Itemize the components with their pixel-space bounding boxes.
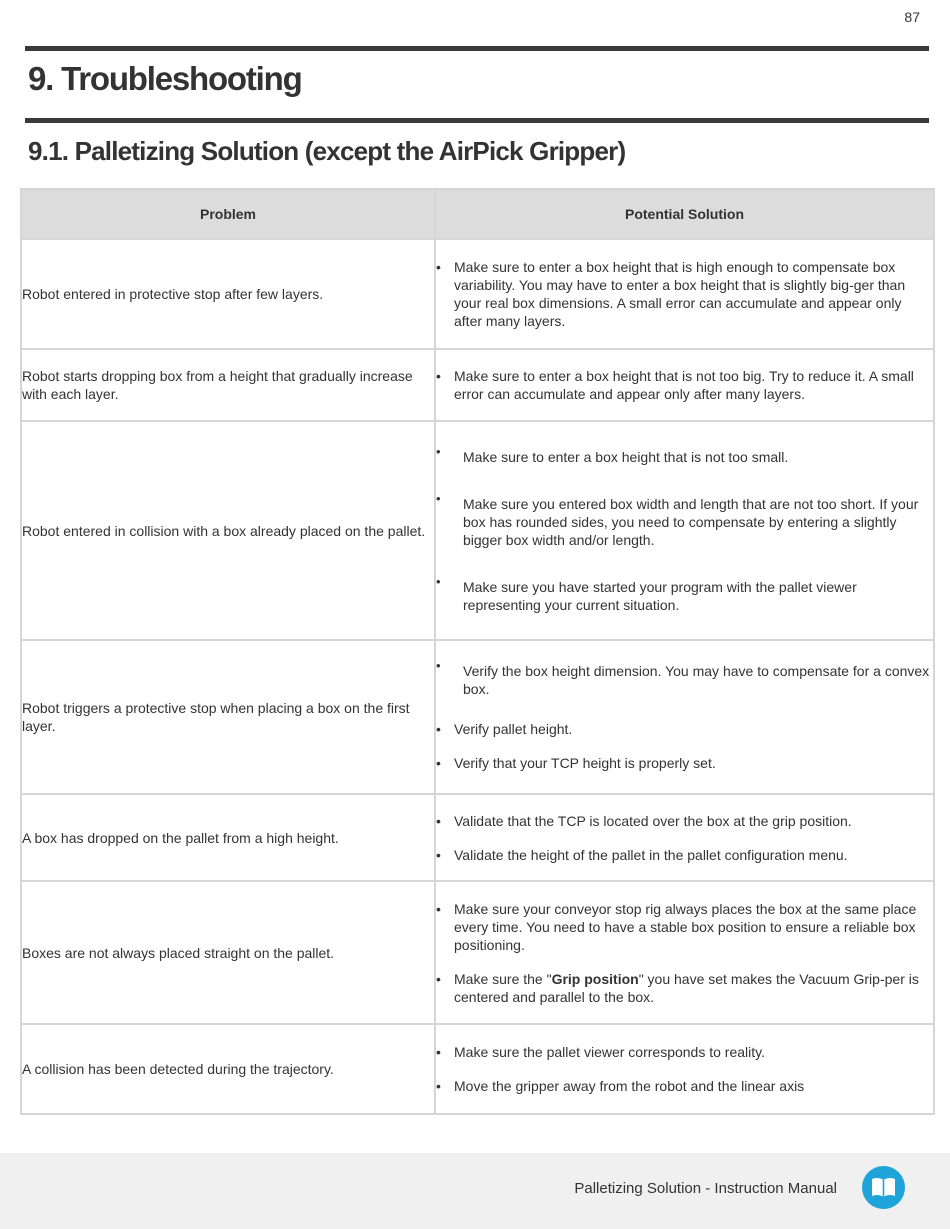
footer-manual-title: Palletizing Solution - Instruction Manual (574, 1180, 837, 1197)
solution-cell (435, 881, 934, 1024)
solution-item: • Move the gripper away from the robot and the linear axis (436, 1077, 933, 1095)
table-row (21, 349, 934, 421)
top-rule (25, 46, 929, 51)
solution-item: • Make sure you entered box width and length that are not too short. If your box has rounded sides, you need to compensate by entering a slightly bigger box width and/or length. (436, 495, 933, 549)
solution-cell (435, 349, 934, 421)
solution-list (436, 900, 933, 1006)
table-row (21, 881, 934, 1024)
problem-cell: Robot entered in protective stop after few layers. (21, 239, 435, 349)
troubleshooting-table (20, 188, 935, 1115)
solution-list (436, 1043, 933, 1095)
table-row (21, 640, 934, 794)
solution-list (436, 812, 933, 864)
solution-text-suffix: " you have set makes the Vacuum Grip-per is centered and parallel to the box. (454, 970, 919, 1005)
solution-list (436, 367, 933, 403)
problem-cell: A collision has been detected during the trajectory. (21, 1024, 435, 1114)
solution-cell (435, 640, 934, 794)
problem-cell: Robot starts dropping box from a height that gradually increase with each layer. (21, 349, 435, 421)
book-icon (862, 1166, 905, 1209)
solution-list (436, 258, 933, 330)
table-row (21, 794, 934, 881)
header-problem: Problem (21, 189, 435, 239)
solution-list (436, 720, 933, 772)
book-icon-glyph (871, 1177, 896, 1198)
problem-cell: Robot entered in collision with a box already placed on the pallet. (21, 421, 435, 640)
chapter-title: 9. Troubleshooting (28, 60, 302, 97)
solution-item: • Make sure to enter a box height that is not too small. (436, 448, 933, 466)
solution-item: • Verify pallet height. (436, 720, 933, 738)
problem-cell: A box has dropped on the pallet from a high height. (21, 794, 435, 881)
solution-item-grip-position (436, 970, 933, 1006)
solution-item: • Make sure to enter a box height that is not too big. Try to reduce it. A small error can accumulate and appear only after many layers. (436, 367, 933, 403)
table-row (21, 1024, 934, 1114)
header-potential-solution: Potential Solution (435, 189, 934, 239)
solution-item: • Make sure your conveyor stop rig always places the box at the same place every time. You need to have a stable box position to ensure a reliable box positioning. (436, 900, 933, 954)
solution-item: • Validate the height of the pallet in the pallet configuration menu. (436, 846, 933, 864)
solution-cell (435, 1024, 934, 1114)
solution-item: • Make sure to enter a box height that is high enough to compensate box variability. You may have to enter a box height that is slightly big-ger than your real box dimensions. A small error can accumulate and appear only after many layers. (436, 258, 933, 330)
solution-list (436, 662, 933, 698)
solution-list (436, 448, 933, 614)
grip-position-emphasis: Grip position (551, 970, 639, 987)
section-rule (25, 118, 929, 123)
table-row (21, 239, 934, 349)
page-footer (0, 1153, 950, 1229)
solution-cell (435, 421, 934, 640)
page-number: 87 (904, 9, 920, 25)
solution-item: • Validate that the TCP is located over the box at the grip position. (436, 812, 933, 830)
solution-item: • Make sure you have started your program with the pallet viewer representing your current situation. (436, 578, 933, 614)
solution-cell (435, 794, 934, 881)
solution-text-prefix: Make sure the " (454, 970, 552, 987)
table-header-row (21, 189, 934, 239)
section-title: 9.1. Palletizing Solution (except the AirPick Gripper) (28, 136, 626, 166)
solution-item: • Make sure the pallet viewer corresponds to reality. (436, 1043, 933, 1061)
solution-item: • Verify the box height dimension. You may have to compensate for a convex box. (436, 662, 933, 698)
problem-cell: Robot triggers a protective stop when placing a box on the first layer. (21, 640, 435, 794)
table-row (21, 421, 934, 640)
solution-cell (435, 239, 934, 349)
problem-cell: Boxes are not always placed straight on the pallet. (21, 881, 435, 1024)
solution-item: • Verify that your TCP height is properly set. (436, 754, 933, 772)
